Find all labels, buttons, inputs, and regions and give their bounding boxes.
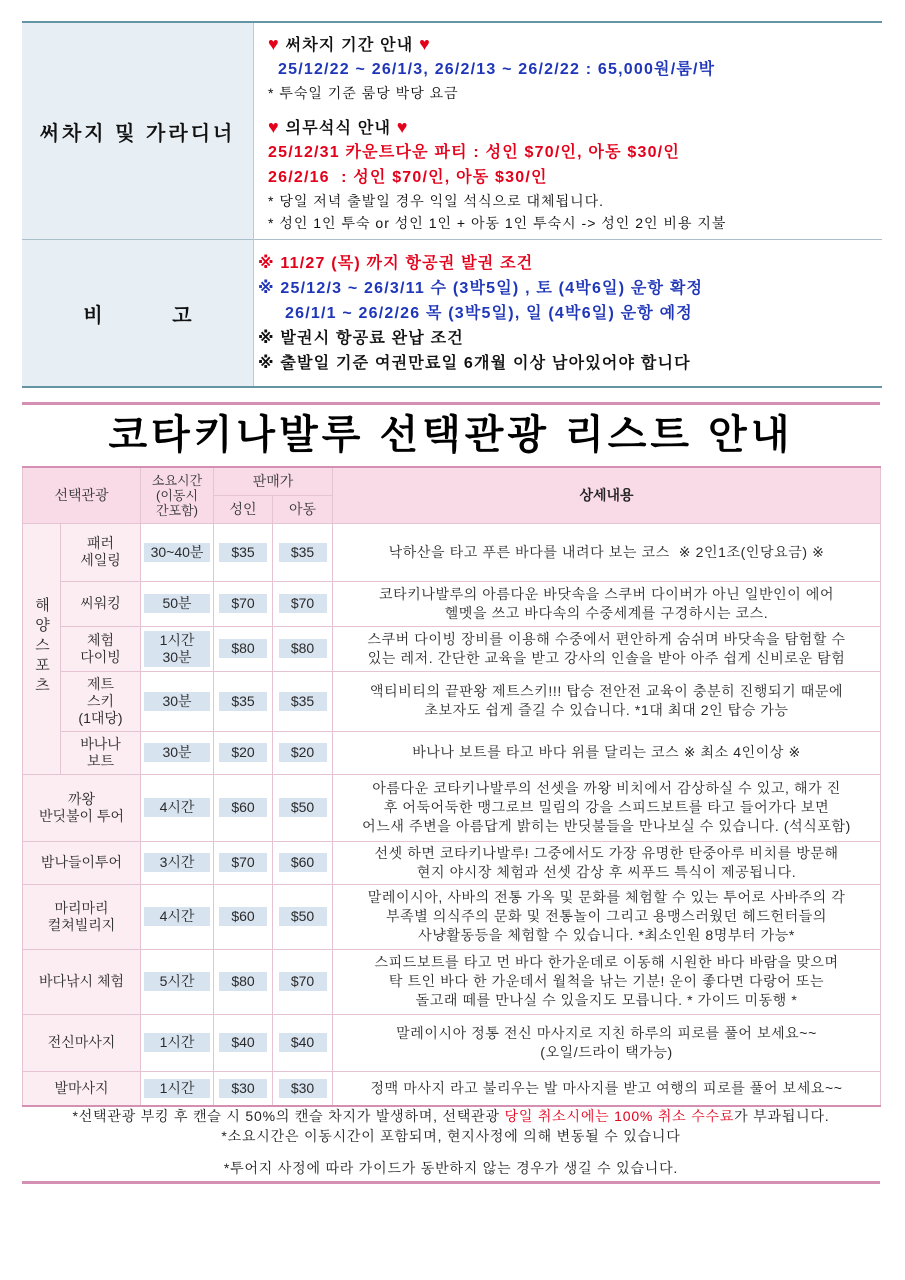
- duration-value: 3시간: [144, 853, 210, 872]
- adult-price-cell: [214, 731, 273, 774]
- adult-price: $20: [219, 743, 267, 762]
- tour-name-cell: [61, 626, 141, 671]
- tour-detail-line: 스쿠버 다이빙 장비를 이용해 수중에서 편안하게 숨쉬며 바닷속을 탐험할 수: [367, 630, 846, 647]
- adult-price: $35: [219, 692, 267, 711]
- duration-value: 30분: [144, 692, 210, 711]
- remarks-line: ※ 발권시 항공료 완납 조건: [258, 330, 464, 347]
- notice-bottom-rule: [22, 386, 882, 388]
- duration-value: [144, 631, 210, 667]
- bottom-divider: [22, 1181, 880, 1184]
- tour-detail-cell: [333, 1014, 881, 1071]
- tour-detail-line: 부족별 의식주의 문화 및 전통놀이 그리고 용맹스러웠던 헤드헌터들의: [386, 908, 828, 924]
- child-price-cell: [273, 671, 333, 731]
- tour-name-line: 패러: [86, 535, 115, 551]
- table-row: [23, 626, 881, 671]
- heart-icon: ♥: [396, 117, 409, 137]
- tour-detail-line: 낙하산을 타고 푸른 바다를 내려다 보는 코스 ※ 2인1조(인당요금) ※: [388, 543, 825, 560]
- adult-price-cell: [214, 841, 273, 884]
- tour-detail-line: 코타키나발루의 아름다운 바닷속을 스쿠버 다이버가 아닌 일반인이 에어: [378, 585, 835, 602]
- tour-detail-cell: [333, 884, 881, 949]
- tour-name-cell: [23, 774, 141, 841]
- header-detail: 상세내용: [333, 467, 881, 523]
- tour-name-line: 세일링: [80, 552, 121, 568]
- adult-price-cell: [214, 774, 273, 841]
- duration-cell: [141, 949, 214, 1014]
- remarks-line: ※ 출발일 기준 여권만료일 6개월 이상 남아있어야 합니다: [258, 355, 691, 372]
- dinner-line: 25/12/31 카운트다운 파티 : 성인 $70/인, 아동 $30/인: [268, 144, 680, 161]
- tour-detail-cell: [333, 949, 881, 1014]
- duration-value: 5시간: [144, 972, 210, 991]
- duration-cell: [141, 1014, 214, 1071]
- adult-price: $70: [219, 594, 267, 613]
- tour-detail-cell: [333, 1071, 881, 1106]
- remarks-label: 비 고: [83, 304, 192, 327]
- dinner-title: 의무석식 안내: [285, 120, 392, 137]
- tour-name-line: 체험: [86, 631, 115, 648]
- footnote-text: 가 부과됩니다.: [734, 1108, 830, 1124]
- duration-cell: [141, 731, 214, 774]
- tour-name-cell: [61, 731, 141, 774]
- child-price-cell: [273, 884, 333, 949]
- tour-detail-line: 정맥 마사지 라고 불리우는 발 마사지를 받고 여행의 피로를 풀어 보세요~~: [370, 1079, 843, 1096]
- tour-detail-cell: [333, 523, 881, 581]
- table-row: [23, 841, 881, 884]
- dinner-heading: [268, 115, 880, 140]
- footnote-highlight: 당일 취소시에는 100% 취소 수수료: [504, 1108, 735, 1124]
- tour-name-line: 반딧불이 투어: [38, 807, 125, 824]
- tour-detail-cell: [333, 581, 881, 626]
- footnote-text: *선택관광 부킹 후 캔슬 시 50%의 캔슬 차지가 발생하며, 선택관광: [72, 1108, 505, 1124]
- adult-price-cell: [214, 671, 273, 731]
- duration-value: 30분: [144, 743, 210, 762]
- adult-price-cell: [214, 523, 273, 581]
- adult-price-cell: [214, 884, 273, 949]
- heart-icon: ♥: [268, 34, 280, 54]
- child-price-cell: [273, 626, 333, 671]
- duration-cell: [141, 581, 214, 626]
- tour-detail-cell: [333, 731, 881, 774]
- adult-price: $60: [219, 798, 267, 817]
- adult-price: $35: [219, 543, 267, 562]
- tour-name-line: 전신마사지: [47, 1034, 116, 1050]
- tour-name-cell: [61, 523, 141, 581]
- surcharge-period-title: 써차지 기간 안내: [285, 37, 414, 54]
- tour-detail-line: 말레이시아 정통 전신 마사지로 지친 하루의 피로를 풀어 보세요~~: [396, 1024, 817, 1041]
- adult-price-cell: [214, 1014, 273, 1071]
- group-label-cell: [23, 523, 61, 774]
- tour-detail-line: 헬멧을 쓰고 바다속의 수중세계를 구경하시는 코스.: [444, 604, 769, 621]
- duration-cell: [141, 626, 214, 671]
- header-adult: 성인: [214, 495, 273, 523]
- duration-cell: [141, 774, 214, 841]
- header-duration-line: (이동시: [156, 487, 199, 503]
- adult-price-cell: [214, 581, 273, 626]
- tour-detail-line: 사냥활동등을 체험할 수 있습니다. *최소인원 8명부터 가능*: [418, 927, 795, 943]
- tour-detail-line: 말레이시아, 사바의 전통 가옥 및 문화를 체험할 수 있는 투어로 사바주의 각: [367, 889, 846, 905]
- tour-name-line: 까왕: [67, 790, 96, 807]
- header-duration-line: 간포함): [156, 502, 199, 518]
- footnote-guide: *투어지 사정에 따라 가이드가 동반하지 않는 경우가 생길 수 있습니다.: [223, 1160, 679, 1176]
- table-row: [23, 671, 881, 731]
- tour-detail-cell: [333, 671, 881, 731]
- child-price: $20: [279, 743, 327, 762]
- child-price-cell: [273, 949, 333, 1014]
- duration-line: 30분: [162, 648, 192, 665]
- adult-price-cell: [214, 949, 273, 1014]
- child-price-cell: [273, 731, 333, 774]
- tour-name-line: 마리마리: [54, 899, 109, 916]
- adult-price: $40: [219, 1033, 267, 1052]
- tour-detail-line: 현지 야시장 체험과 선셋 감상 후 씨푸드 특식이 제공됩니다.: [416, 863, 797, 880]
- table-row: [23, 949, 881, 1014]
- dinner-note: * 당일 저녁 출발일 경우 익일 석식으로 대체됩니다.: [268, 193, 605, 209]
- duration-value: 1시간: [144, 1079, 210, 1098]
- table-row: [23, 581, 881, 626]
- tour-name-cell: [61, 581, 141, 626]
- tour-detail-line: 아름다운 코타키나발루의 선셋을 까왕 비치에서 감상하실 수 있고, 해가 진: [372, 780, 841, 796]
- dinner-note: * 성인 1인 투숙 or 성인 1인 + 아동 1인 투숙시 -> 성인 2인 비용 지불: [268, 215, 727, 231]
- table-row: [23, 1071, 881, 1106]
- duration-cell: [141, 841, 214, 884]
- tour-name-line: 컬쳐빌리지: [47, 916, 116, 933]
- duration-cell: [141, 884, 214, 949]
- adult-price: $80: [219, 639, 267, 658]
- duration-cell: [141, 523, 214, 581]
- adult-price: $60: [219, 907, 267, 926]
- heart-icon: ♥: [268, 117, 280, 137]
- child-price: $70: [279, 594, 327, 613]
- child-price: $40: [279, 1033, 327, 1052]
- duration-value: 50분: [144, 594, 210, 613]
- tour-detail-cell: [333, 841, 881, 884]
- duration-value: 4시간: [144, 907, 210, 926]
- tour-name-cell: [23, 1071, 141, 1106]
- tour-detail-cell: [333, 626, 881, 671]
- child-price: $60: [279, 853, 327, 872]
- surcharge-period-dates: 25/12/22 ~ 26/1/3, 26/2/13 ~ 26/2/22 : 65,000원/룸/박: [278, 61, 716, 78]
- tour-name-line: 바다낚시 체험: [38, 973, 125, 989]
- header-duration: [141, 467, 214, 523]
- table-row: [23, 731, 881, 774]
- tour-name-line: 제트: [86, 675, 115, 692]
- child-price: $70: [279, 972, 327, 991]
- tour-detail-line: 스피드보트를 타고 먼 바다 한가운데로 이동해 시원한 바다 바람을 맞으며: [374, 954, 839, 970]
- duration-value: 1시간: [144, 1033, 210, 1052]
- tour-name-line: 스키: [86, 692, 115, 709]
- tour-name-line: 보트: [86, 752, 115, 769]
- tour-name-line: 다이빙: [80, 648, 121, 665]
- tour-name-line: 밤나들이투어: [40, 854, 123, 870]
- child-price-cell: [273, 774, 333, 841]
- surcharge-period-note: * 투숙일 기준 룸당 박당 요금: [268, 85, 459, 101]
- duration-value: 4시간: [144, 798, 210, 817]
- tour-detail-line: 어느새 주변을 아름답게 밝히는 반딧불들을 만나보실 수 있습니다. (석식포함): [362, 818, 851, 834]
- section-divider: [22, 402, 880, 405]
- tour-detail-line: 액티비티의 끝판왕 제트스키!!! 탑승 전안전 교육이 충분히 진행되기 때문에: [369, 683, 844, 699]
- tour-detail-line: (오일/드라이 택가능): [540, 1043, 673, 1060]
- header-duration-line: 소요시간: [151, 472, 203, 488]
- footnote-duration: *소요시간은 이동시간이 포함되며, 현지사정에 의해 변동될 수 있습니다: [221, 1128, 681, 1144]
- surcharge-content: [268, 32, 880, 234]
- tour-detail-line: 돌고래 떼를 만나실 수 있을지도 모릅니다. * 가이드 미동행 *: [415, 992, 798, 1008]
- duration-value: 30~40분: [144, 543, 210, 562]
- child-price-cell: [273, 1071, 333, 1106]
- adult-price: $70: [219, 853, 267, 872]
- table-row: [23, 774, 881, 841]
- tour-name-cell: [23, 1014, 141, 1071]
- tour-name-cell: [23, 884, 141, 949]
- tour-name-line: 바나나: [80, 735, 121, 752]
- group-label-text: 해양스포츠: [33, 597, 50, 697]
- child-price: $50: [279, 798, 327, 817]
- heart-icon: ♥: [419, 34, 431, 54]
- table-row: [23, 1014, 881, 1071]
- header-tour: 선택관광: [23, 467, 141, 523]
- table-header-row: [23, 467, 881, 495]
- child-price: $35: [279, 692, 327, 711]
- dinner-line: 26/2/16 : 성인 $70/인, 아동 $30/인: [268, 169, 548, 186]
- table-row: [23, 523, 881, 581]
- footnote-cancellation: [22, 1106, 880, 1126]
- optional-tours-table: [22, 466, 881, 1107]
- tour-detail-cell: [333, 774, 881, 841]
- child-price: $30: [279, 1079, 327, 1098]
- tour-detail-line: 있는 레저. 간단한 교육을 받고 강사의 인솔을 받아 아주 쉽게 신비로운 탐험: [367, 649, 846, 666]
- duration-line: 1시간: [159, 631, 195, 648]
- header-child: 아동: [273, 495, 333, 523]
- tour-detail-line: 선셋 하면 코타키나발루! 그중에서도 가장 유명한 탄중아루 비치를 방문해: [374, 844, 839, 861]
- surcharge-period-heading: [268, 32, 880, 57]
- adult-price-cell: [214, 626, 273, 671]
- tour-detail-line: 후 어둑어둑한 맹그로브 밀림의 강을 스피드보트를 타고 들어가다 보면: [383, 799, 830, 815]
- adult-price: $30: [219, 1079, 267, 1098]
- spacer: [268, 104, 880, 115]
- duration-cell: [141, 1071, 214, 1106]
- header-price: 판매가: [214, 467, 333, 495]
- child-price-cell: [273, 841, 333, 884]
- tour-detail-line: 탁 트인 바다 한 가운데서 월척을 낚는 기분! 운이 좋다면 다랑어 또는: [388, 973, 825, 989]
- tour-name-line: 씨워킹: [80, 595, 121, 611]
- notice-column-divider: [253, 23, 254, 386]
- child-price-cell: [273, 1014, 333, 1071]
- duration-cell: [141, 671, 214, 731]
- remarks-line: ※ 25/12/3 ~ 26/3/11 수 (3박5일) , 토 (4박6일) 운항 확정: [258, 280, 704, 297]
- child-price: $80: [279, 639, 327, 658]
- tour-name-cell: [61, 671, 141, 731]
- remarks-line: ※ 11/27 (목) 까지 항공권 발권 조건: [258, 255, 534, 272]
- tour-name-line: (1대당): [78, 709, 123, 726]
- tour-name-cell: [23, 949, 141, 1014]
- tour-name-cell: [23, 841, 141, 884]
- child-price: $35: [279, 543, 327, 562]
- surcharge-label: 써차지 및 가라디너: [39, 122, 236, 145]
- remarks-line: 26/1/1 ~ 26/2/26 목 (3박5일), 일 (4박6일) 운항 예정: [285, 305, 693, 322]
- child-price: $50: [279, 907, 327, 926]
- tour-detail-line: 초보자도 쉽게 즐길 수 있습니다. *1대 최대 2인 탑승 가능: [424, 702, 789, 718]
- tour-detail-line: 바나나 보트를 타고 바다 위를 달리는 코스 ※ 최소 4인이상 ※: [412, 744, 801, 760]
- child-price-cell: [273, 523, 333, 581]
- table-row: [23, 884, 881, 949]
- page-title: 코타키나발루 선택관광 리스트 안내: [108, 413, 794, 457]
- tour-name-line: 발마사지: [54, 1079, 109, 1096]
- adult-price: $80: [219, 972, 267, 991]
- remarks-content: [258, 251, 870, 376]
- adult-price-cell: [214, 1071, 273, 1106]
- child-price-cell: [273, 581, 333, 626]
